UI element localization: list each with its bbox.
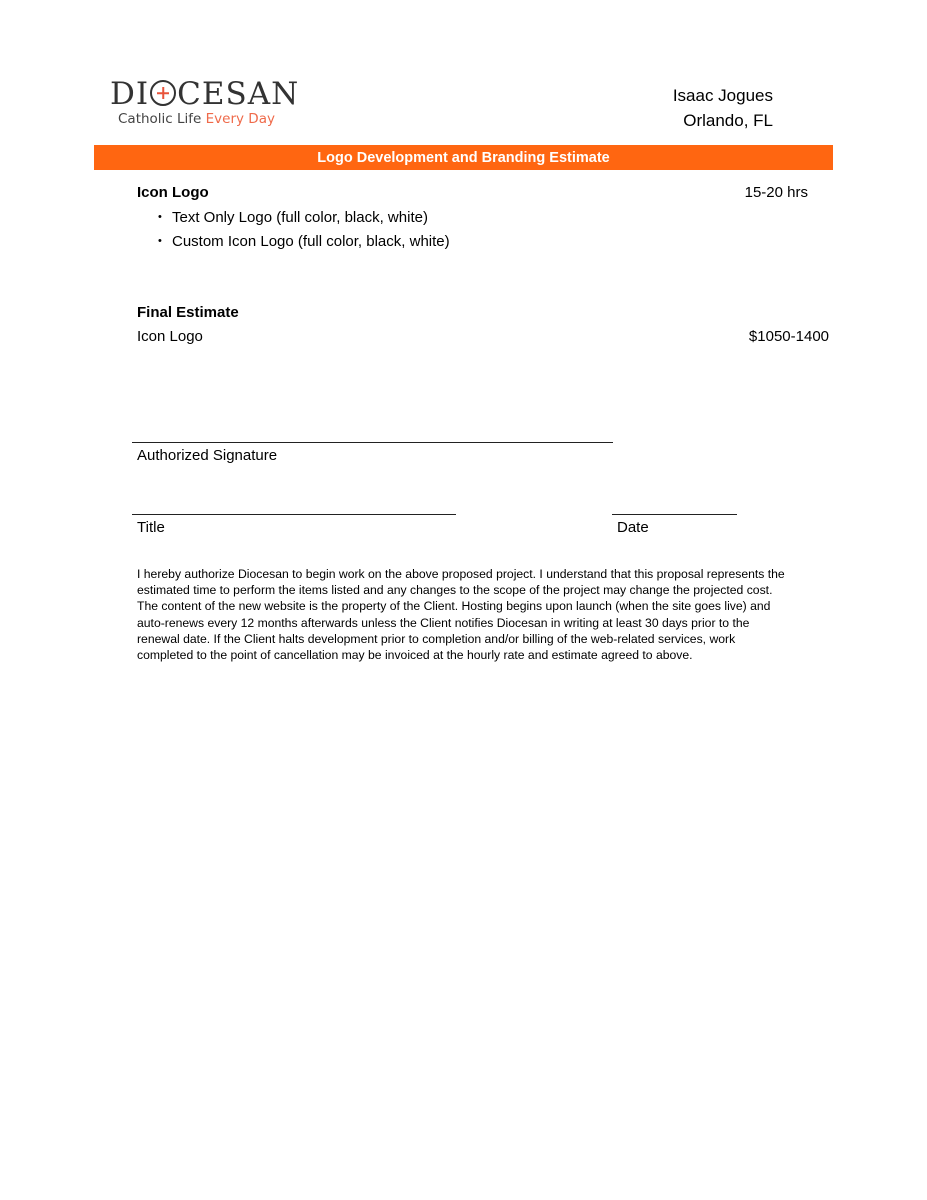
service-item — [158, 233, 450, 250]
date-line[interactable] — [612, 514, 737, 515]
bullet-icon: • — [158, 211, 162, 223]
client-name: Isaac Jogues — [672, 86, 773, 105]
logo-wordmark-end: CESAN — [177, 76, 300, 112]
bullet-icon: • — [158, 235, 162, 247]
cross-circle-icon — [150, 80, 176, 106]
authorized-signature-label: Authorized Signature — [137, 447, 278, 464]
final-estimate-price: $1050-1400 — [748, 328, 829, 345]
logo-wordmark-start: DI — [110, 76, 150, 112]
title-line[interactable] — [132, 514, 456, 515]
estimate-banner — [94, 145, 833, 170]
final-estimate-item: Icon Logo — [137, 328, 203, 345]
authorization-terms: I hereby authorize Diocesan to begin work on the above proposed project. I understand that this proposal represents the estimated time to perform the items listed and any changes to the scope of the project may change the projected cost. The content of the new website is the property of the Client. Hosting begins upon launch (when the site goes live) and auto-renews every 12 months afterwards unless the Client notifies Diocesan in writing at least 30 days prior to the renewal date. If the Client halts development prior to completion and/or billing of the web-related services, work completed to the point of cancellation may be invoiced at the hourly rate and estimate agreed to above. — [137, 567, 785, 663]
service-item-label: Text Only Logo (full color, black, white) — [172, 209, 428, 226]
client-location: Orlando, FL — [683, 111, 773, 130]
date-label: Date — [617, 519, 649, 536]
logo-tagline — [118, 111, 275, 127]
final-estimate-heading: Final Estimate — [137, 304, 239, 321]
service-hours: 15-20 hrs — [744, 184, 808, 201]
service-item-label: Custom Icon Logo (full color, black, white) — [172, 233, 450, 250]
tagline-accent: Every Day — [205, 111, 275, 127]
title-label: Title — [137, 519, 165, 536]
service-item — [158, 209, 428, 226]
diocesan-logo-wordmark — [110, 76, 299, 112]
authorized-signature-line[interactable] — [132, 442, 613, 443]
banner-title: Logo Development and Branding Estimate — [317, 149, 610, 166]
tagline-main: Catholic Life — [118, 111, 206, 127]
service-title: Icon Logo — [137, 184, 209, 201]
